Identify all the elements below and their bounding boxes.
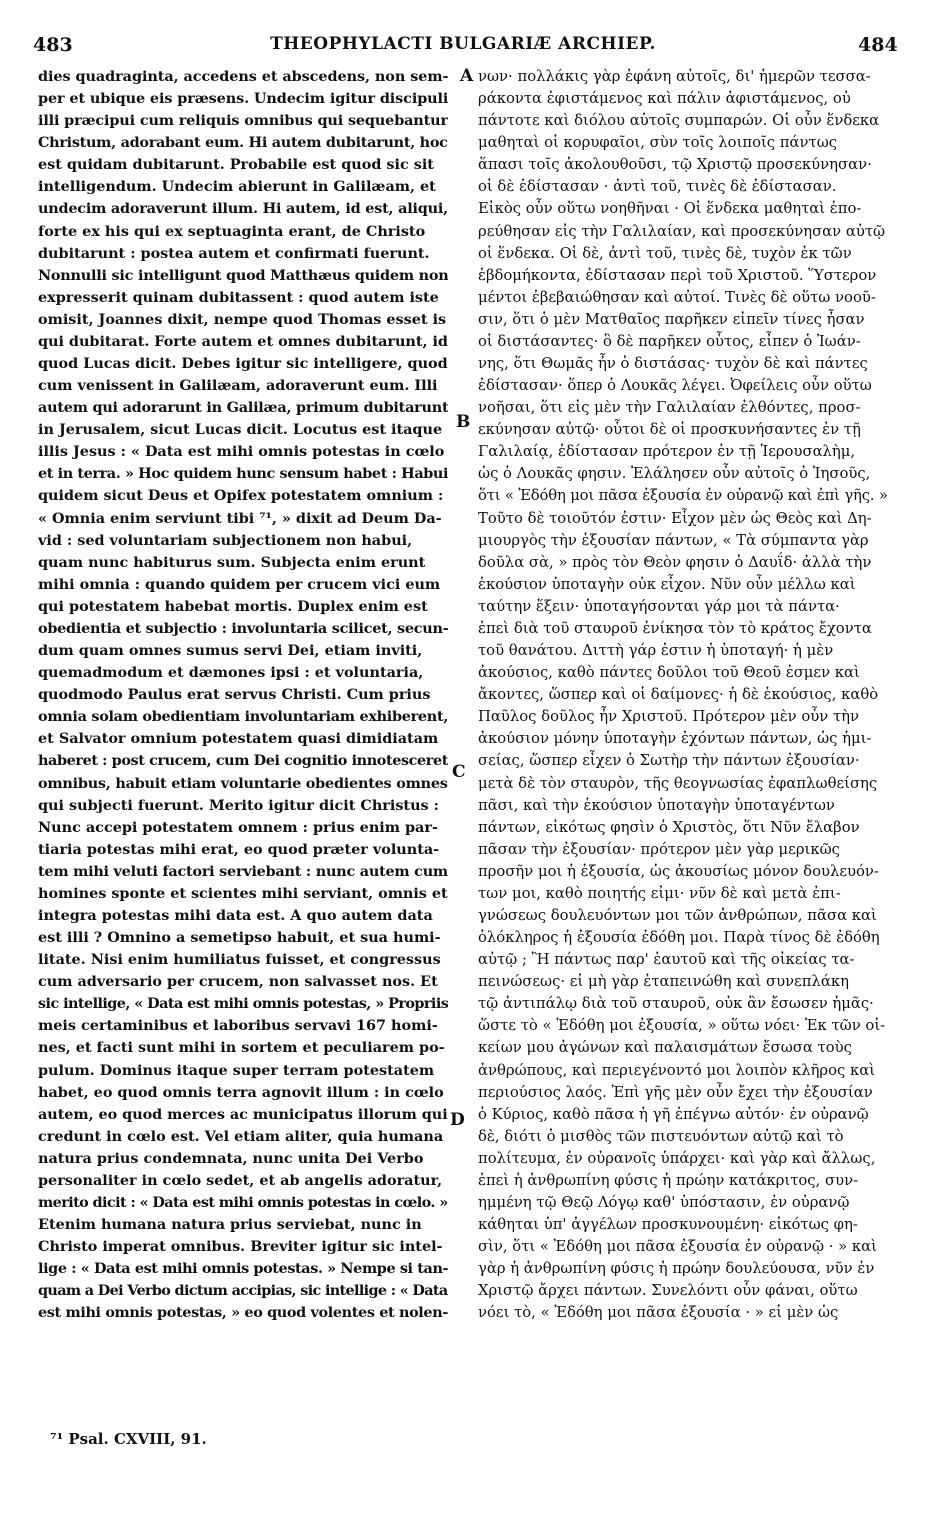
text-line: merito dicit : « Data est mihi omnis potestas in cœlo. »: [38, 1193, 448, 1211]
page-number-right: 484: [858, 34, 898, 56]
text-line: vid : sed voluntariam subjectionem non habui,: [38, 531, 413, 549]
text-line: undecim adoraverunt illum. Hi autem, id est, aliqui,: [38, 200, 448, 218]
text-line: ὡς ὁ Λουκᾶς φησιν. Ἐλάλησεν οὖν αὐτοῖς ὁ Ἰησοῦς,: [478, 465, 871, 483]
greek-column: [478, 66, 888, 1324]
text-line: ἐπεὶ ἡ ἀνθρωπίνη φύσις ἡ πρώην κατάκριτος, συν-: [478, 1171, 859, 1189]
text-line: Etenim humana natura prius serviebat, nunc in: [38, 1216, 422, 1234]
text-line: quam nunc habiturus sum. Subjecta enim erunt: [38, 553, 426, 571]
text-line: γνώσεως δουλευόντων μοι τῶν ἀνθρώπων, πᾶσα καὶ: [478, 906, 877, 924]
text-line: Christo imperat omnibus. Breviter igitur sic intel-: [38, 1238, 443, 1256]
text-line: integra potestas mihi data est. A quo autem data: [38, 906, 433, 924]
text-line: ἑβδομήκοντα, ἐδίστασαν περὶ τοῦ Χριστοῦ. Ὕστερον: [478, 266, 877, 284]
text-line: ἅπασι τοῖς ἀκολουθοῦσι, τῷ Χριστῷ προσεκύνησαν·: [478, 156, 872, 174]
text-line: est mihi omnis potestas, » eo quod volentes et nolen-: [38, 1304, 448, 1322]
text-line: μιουργὸς τὴν ἐξουσίαν πάντων, « Τὰ σύμπαντα γὰρ: [478, 531, 869, 549]
text-line: προσῆν μοι ἡ ἐξουσία, ὡς ἀκουσίως μόνον δουλευόν-: [478, 862, 879, 880]
text-line: κείων μου ἀγώνων καὶ παλαισμάτων ἔσωσα τοὺς: [478, 1039, 852, 1057]
text-line: Γαλιλαίᾳ, ἐδίστασαν πρότερον ἐν τῇ Ἱερουσαλὴμ,: [478, 443, 856, 461]
text-line: μαθηταὶ οἱ κορυφαῖοι, σὺν τοῖς λοιποῖς πάντως: [478, 134, 838, 152]
text-line: Παῦλος δοῦλος ἦν Χριστοῦ. Πρότερον μὲν οὖν τὴν: [478, 708, 860, 726]
text-line: est quidam dubitarunt. Probabile est quod sic sit: [38, 156, 434, 174]
text-line: ρεύθησαν εἰς τὴν Γαλιλαίαν, καὶ προσεκύνησαν αὐτῷ: [478, 222, 886, 240]
text-line: ὥστε τὸ « Ἐδόθη μοι ἐξουσία, » οὕτω νόει· Ἐκ τῶν οἰ-: [478, 1017, 886, 1035]
text-line: πάντων, εἰκότως φησὶν ὁ Χριστὸς, ὅτι Νῦν ἔλαβον: [478, 818, 860, 836]
text-line: των μοι, καθὸ ποιητής εἰμι· νῦν δὲ καὶ μετὰ ἐπι-: [478, 884, 841, 902]
text-line: πᾶσαν τὴν ἐξουσίαν· πρότερον μὲν γὰρ μερικῶς: [478, 840, 840, 858]
text-line: et Salvator omnium potestatem quasi dimidiatam: [38, 730, 439, 748]
text-line: Χριστῷ ἄρχει πάντων. Συνελόντι οὖν φάναι, οὕτω: [478, 1282, 858, 1300]
text-line: credunt in cœlo est. Vel etiam aliter, quia humana: [38, 1127, 444, 1145]
footnote: ⁷¹ Psal. CXVIII, 91.: [50, 1430, 207, 1448]
page-number-left: 483: [33, 34, 73, 56]
text-line: ὁ Κύριος, καθὸ πᾶσα ἡ γῆ ἐπέγνω αὐτόν· ἐν οὐρανῷ: [478, 1105, 869, 1123]
text-line: πᾶσι, καὶ τὴν ἑκούσιον ὑποταγὴν ὑποταγέντων: [478, 796, 835, 814]
text-line: ἀκούσιον μόνην ὑποταγὴν ἐχόντων πάντων, ὡς ἡμι-: [478, 730, 872, 748]
text-line: illi præcipui cum reliquis omnibus qui sequebantur: [38, 112, 448, 130]
text-line: litate. Nisi enim humiliatus fuisset, et congressus: [38, 951, 441, 969]
text-line: νοῆσαι, ὅτι εἰς μὲν τὴν Γαλιλαίαν ἐλθόντες, προσ-: [478, 399, 861, 417]
text-line: ταύτην ἕξειν· ὑποταγήσονται γάρ μοι τὰ πάντα·: [478, 597, 840, 615]
margin-marker-c: C: [452, 762, 466, 782]
text-line: ἄκοντες, ὥσπερ καὶ οἱ δαίμονες· ἡ δὲ ἑκούσιος, καθὸ: [478, 686, 879, 704]
text-line: δοῦλα σὰ, » πρὸς τὸν Θεὸν φησιν ὁ Δαυΐδ· ἀλλὰ τὴν: [478, 553, 872, 571]
text-line: πεινώσεως· εἰ μὴ γὰρ ἐταπεινώθη καὶ συνεπλάκη: [478, 973, 849, 991]
text-line: dies quadraginta, accedens et abscedens, non sem-: [38, 68, 448, 85]
text-line: γὰρ ἡ ἀνθρωπίνη φύσις ἡ πρώην δουλεύουσα, νῦν ἐν: [478, 1260, 875, 1278]
text-line: cum venissent in Galilæam, adoraverunt eum. Illi: [38, 377, 438, 395]
text-line: qui dubitarat. Forte autem et omnes dubitarunt, id: [38, 332, 448, 350]
text-line: νων· πολλάκις γὰρ ἐφάνη αὐτοῖς, δι' ἡμερῶν τεσσα-: [478, 68, 871, 85]
text-line: ράκοντα ἐφιστάμενος καὶ πάλιν ἀφιστάμενος, οὐ: [478, 90, 851, 108]
text-line: ὁλόκληρος ἡ ἐξουσία ἐδόθη μοι. Παρὰ τίνος δὲ ἐδόθη: [478, 929, 880, 947]
text-line: Nunc accepi potestatem omnem : prius enim par-: [38, 818, 438, 836]
text-line: οἱ δὲ ἐδίστασαν · ἀντὶ τοῦ, τινὲς δὲ ἐδίστασαν.: [478, 178, 837, 196]
text-line: Τοῦτο δὲ τοιοῦτόν ἐστιν· Εἶχον μὲν ὡς Θεὸς καὶ Δη-: [478, 509, 872, 527]
text-line: ἀκούσιος, καθὸ πάντες δοῦλοι τοῦ Θεοῦ ἐσμεν καὶ: [478, 664, 860, 682]
text-line: ἐπεὶ διὰ τοῦ σταυροῦ ἐνίκησα τὸν τὸ κράτος ἔχοντα: [478, 619, 872, 637]
text-line: quemadmodum et dæmones ipsi : et voluntaria,: [38, 664, 424, 682]
text-line: Εἰκὸς οὖν οὕτω νοηθῆναι · Οἱ ἕνδεκα μαθηταὶ ἐπο-: [478, 200, 862, 218]
text-line: οἱ ἕνδεκα. Οἱ δὲ, ἀντὶ τοῦ, τινὲς δὲ, τυχὸν ἐκ τῶν: [478, 244, 852, 262]
text-line: tiaria potestas mihi erat, eo quod præter volunta-: [38, 840, 440, 858]
text-line: lige : « Data est mihi omnis potestas. » Nempe si tan-: [38, 1260, 448, 1278]
text-line: qui subjecti fuerunt. Merito igitur dicit Christus :: [38, 796, 439, 814]
text-line: ὅτι « Ἐδόθη μοι πᾶσα ἐξουσία ἐν οὐρανῷ καὶ ἐπὶ γῆς. »: [478, 487, 888, 505]
text-line: οἱ διστάσαντες· ὃ δὲ παρῆκεν οὗτος, εἶπεν ὁ Ἰωάν-: [478, 332, 861, 350]
text-line: πάντοτε καὶ διόλου αὐτοῖς συμπαρών. Οἱ οὖν ἕνδεκα: [478, 112, 880, 130]
text-line: περιούσιος λαός. Ἐπὶ γῆς μὲν οὖν ἔχει τὴν ἐξουσίαν: [478, 1083, 873, 1101]
text-line: ἑκούσιον ὑποταγὴν οὐκ εἶχον. Νῦν οὖν μέλλω καὶ: [478, 575, 856, 593]
latin-column: [38, 66, 448, 1324]
text-line: tem mihi veluti factori serviebant : nunc autem cum: [38, 862, 448, 880]
text-line: et in terra. » Hoc quidem hunc sensum habet : Habui: [38, 465, 448, 483]
text-line: haberet : post crucem, cum Dei cognitio innotesceret: [38, 752, 448, 770]
text-line: ημμένη τῷ Θεῷ Λόγῳ καθ' ὑπόστασιν, ἐν οὐρανῷ: [478, 1193, 850, 1211]
text-line: σὶν, ὅτι « Ἐδόθη μοι πᾶσα ἐξουσία ἐν οὐρανῷ · » καὶ: [478, 1238, 877, 1256]
text-line: obedientia et subjectio : involuntaria scilicet, secun-: [38, 619, 448, 637]
text-line: Nonnulli sic intelligunt quod Matthæus quidem non: [38, 266, 448, 284]
text-line: ἀνθρώπους, καὶ περιεγένοντό μοι λοιπὸν κλῆρος καὶ: [478, 1061, 876, 1079]
text-line: pulum. Dominus itaque super terram potestatem: [38, 1061, 435, 1079]
text-line: personaliter in cœlo sedet, et ab angelis adoratur,: [38, 1171, 443, 1189]
text-line: τοῦ θανάτου. Διττὴ γάρ ἐστιν ἡ ὑποταγή· ἡ μὲν: [478, 642, 834, 660]
text-line: σείας, ὥσπερ εἶχεν ὁ Σωτὴρ τὴν πάντων ἐξουσίαν·: [478, 752, 860, 770]
text-line: cum adversario per crucem, non salvasset nos. Et: [38, 973, 438, 991]
text-line: dubitarunt : postea autem et confirmati fuerunt.: [38, 244, 430, 262]
text-line: intelligendum. Undecim abierunt in Galilæam, et: [38, 178, 436, 196]
text-line: habet, eo quod omnis terra agnovit illum : in cœlo: [38, 1083, 444, 1101]
text-line: omnibus, habuit etiam voluntarie obedientes omnes: [38, 774, 448, 792]
text-line: expresserit quinam dubitassent : quod autem iste: [38, 288, 439, 306]
text-line: autem, eo quod merces ac municipatus illorum qui: [38, 1105, 448, 1123]
text-line: αὐτῷ ; Ἢ πάντως παρ' ἑαυτοῦ καὶ τῆς οἰκείας τα-: [478, 951, 855, 969]
text-line: per et ubique eis præsens. Undecim igitur discipuli: [38, 90, 448, 108]
text-line: illis Jesus : « Data est mihi omnis potestas in cœlo: [38, 443, 445, 461]
text-line: nes, et facti sunt mihi in sortem et peculiarem po-: [38, 1039, 445, 1057]
text-line: in Jerusalem, sicut Lucas dicit. Locutus est itaque: [38, 421, 443, 439]
margin-marker-b: B: [456, 412, 471, 432]
text-line: dum quam omnes sumus servi Dei, etiam inviti,: [38, 642, 423, 660]
text-line: natura prius condemnata, nunc unita Dei Verbo: [38, 1149, 424, 1167]
text-line: τῷ ἀντιπάλῳ διὰ τοῦ σταυροῦ, οὐκ ἂν ἔσωσεν ἡμᾶς·: [478, 995, 874, 1013]
text-line: omnia solam obedientiam involuntariam exhiberent,: [38, 708, 448, 726]
margin-marker-a: A: [460, 66, 474, 86]
text-line: εκύνησαν αὐτῷ· οὗτοι δὲ οἱ προσκυνήσαντες ἐν τῇ: [478, 421, 861, 439]
running-header: [0, 34, 926, 60]
running-title: THEOPHYLACTI BULGARIÆ ARCHIEP.: [270, 34, 656, 54]
text-line: homines sponte et scientes mihi serviant, omnis et: [38, 884, 448, 902]
text-line: κάθηται ὑπ' ἀγγέλων προσκυνουμένη· εἰκότως φη-: [478, 1216, 858, 1234]
text-line: forte ex his qui ex septuaginta erant, de Christo: [38, 222, 426, 240]
text-line: μέντοι ἐβεβαιώθησαν καὶ αὐτοί. Τινὲς δὲ οὕτω νοοῦ-: [478, 288, 876, 306]
text-line: qui potestatem habebat mortis. Duplex enim est: [38, 597, 428, 615]
text-line: νης, ὅτι Θωμᾶς ἦν ὁ διστάσας· τυχὸν δὲ καὶ πάντες: [478, 355, 868, 373]
text-line: mihi omnia : quando quidem per crucem vici eum: [38, 575, 441, 593]
text-line: quodmodo Paulus erat servus Christi. Cum prius: [38, 686, 431, 704]
text-line: Christum, adorabant eum. Hi autem dubitarunt, hoc: [38, 134, 448, 152]
text-line: ἐδίστασαν· ὅπερ ὁ Λουκᾶς λέγει. Ὀφείλεις οὖν οὕτω: [478, 377, 872, 395]
text-line: omisit, Joannes dixit, nempe quod Thomas esset is: [38, 310, 447, 328]
text-line: πολίτευμα, ἐν οὐρανοῖς ὑπάρχει· καὶ γὰρ καὶ ἄλλως,: [478, 1149, 876, 1167]
text-line: μετὰ δὲ τὸν σταυρὸν, τῆς θεογνωσίας ἐφαπλωθείσης: [478, 774, 878, 792]
text-line: est illi ? Omnino a semetipso habuit, et sua humi-: [38, 929, 441, 947]
text-line: quam a Dei Verbo dictum accipias, sic intellige : « Data: [38, 1282, 448, 1300]
margin-marker-d: D: [450, 1110, 465, 1130]
text-line: σιν, ὅτι ὁ μὲν Ματθαῖος παρῆκεν εἰπεῖν τίνες ἦσαν: [478, 310, 865, 328]
text-line: quod Lucas dicit. Debes igitur sic intelligere, quod: [38, 355, 448, 373]
text-line: autem qui adorarunt in Galilæa, primum dubitarunt: [38, 399, 448, 417]
text-line: meis certaminibus et laboribus servavi 167 homi-: [38, 1017, 438, 1035]
text-line: quidem sicut Deus et Opifex potestatem omnium :: [38, 487, 444, 505]
text-line: sic intellige, « Data est mihi omnis potestas, » Propriis: [38, 995, 448, 1013]
text-line: δὲ, διότι ὁ μισθὸς τῶν πιστευόντων αὐτῷ καὶ τὸ: [478, 1127, 844, 1145]
text-line: νόει τὸ, « Ἐδόθη μοι πᾶσα ἐξουσία · » εἰ μὲν ὡς: [478, 1304, 839, 1322]
text-line: « Omnia enim serviunt tibi ⁷¹, » dixit ad Deum Da-: [38, 509, 442, 527]
